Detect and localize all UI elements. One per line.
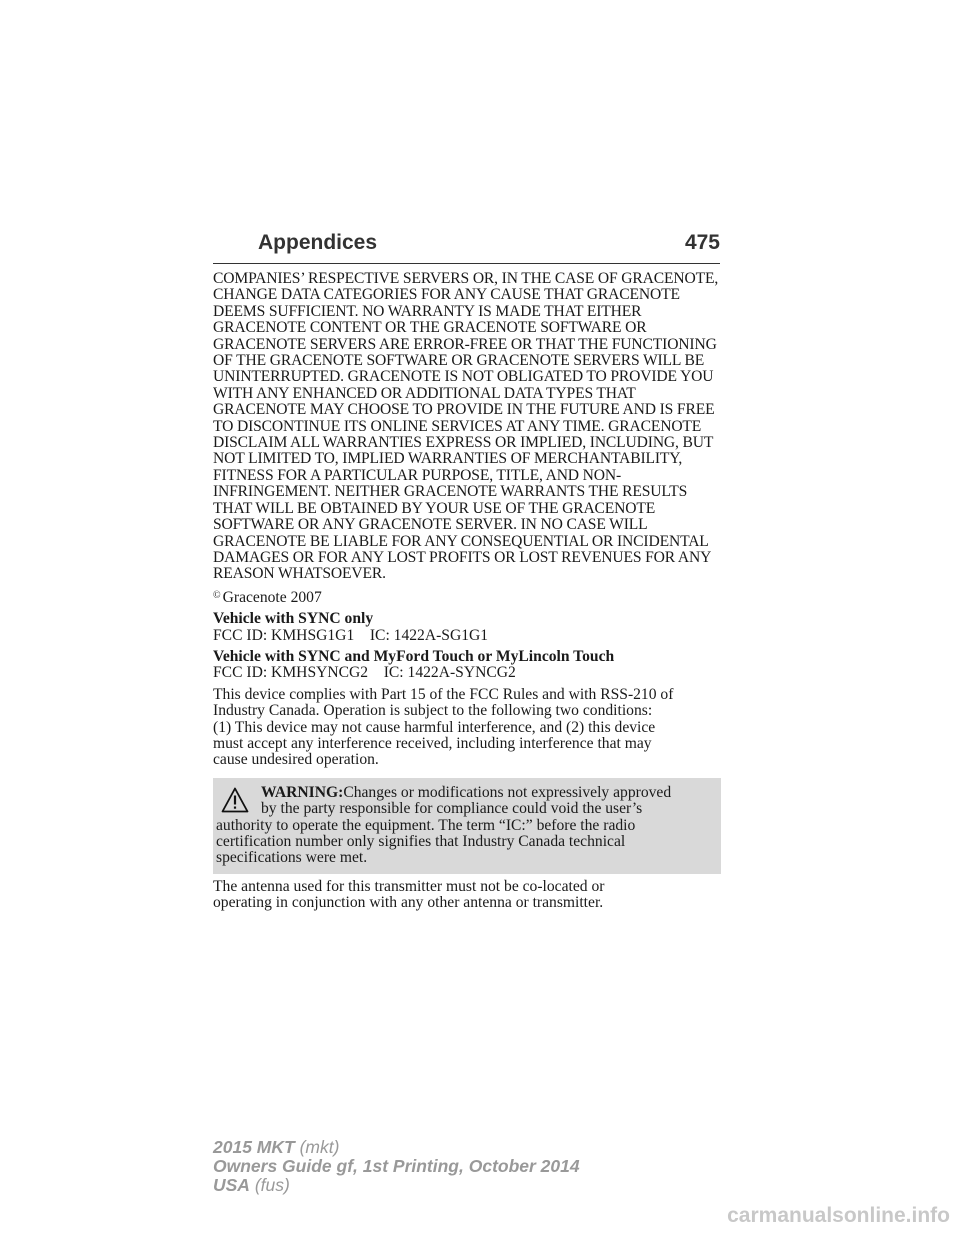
- compliance-line: (1) This device may not cause harmful interference, and (2) this device: [213, 718, 656, 736]
- warning-line: [216, 785, 716, 801]
- sync-touch-ids: [213, 665, 721, 681]
- compliance-line: must accept any interference received, including interference that may: [213, 734, 652, 752]
- footer-guide: Owners Guide gf, 1st Printing, October 2014: [213, 1156, 580, 1176]
- compliance-paragraph: [213, 687, 721, 769]
- compliance-line: Industry Canada. Operation is subject to the following two conditions:: [213, 702, 653, 720]
- sync-only-fcc-id: FCC ID: KMHSG1G1: [213, 626, 355, 644]
- sync-touch-fcc-id: FCC ID: KMHSYNCG2: [213, 664, 369, 682]
- footer-model-line: [213, 1138, 580, 1157]
- sync-only-heading: Vehicle with SYNC only: [213, 610, 374, 628]
- warning-line: authority to operate the equipment. The term “IC:” before the radio: [216, 816, 636, 834]
- sync-touch-heading: Vehicle with SYNC and MyFord Touch or MyLincoln Touch: [213, 647, 615, 665]
- footer-model-code: (mkt): [299, 1137, 340, 1157]
- legal-disclaimer-paragraph: COMPANIES’ RESPECTIVE SERVERS OR, IN THE CASE OF GRACENOTE, CHANGE DATA CATEGORIES FOR ANY CAUSE THAT GRACENOTE DEEMS SUFFICIENT. NO WARRANTY IS MADE THAT EITHER GRACENOTE CONTENT OR THE GRACENOTE SOFTWARE OR GRACENOTE SERVERS ARE ERROR-FREE OR THAT THE FUNCTIONING OF THE GRACENOTE SOFTWARE OR GRACENOTE SERVERS WILL BE UNINTERRUPTED. GRACENOTE IS NOT OBLIGATED TO PROVIDE YOU WITH ANY ENHANCED OR ADDITIONAL DATA TYPES THAT GRACENOTE MAY CHOOSE TO PROVIDE IN THE FUTURE AND IS FREE TO DISCONTINUE ITS ONLINE SERVICES AT ANY TIME. GRACENOTE DISCLAIM ALL WARRANTIES EXPRESS OR IMPLIED, INCLUDING, BUT NOT LIMITED TO, IMPLIED WARRANTIES OF MERCHANTABILITY, FITNESS FOR A PARTICULAR PURPOSE, TITLE, AND NON-INFRINGEMENT. NEITHER GRACENOTE WARRANTS THE RESULTS THAT WILL BE OBTAINED BY YOUR USE OF THE GRACENOTE SOFTWARE OR ANY GRACENOTE SERVER. IN NO CASE WILL GRACENOTE BE LIABLE FOR ANY CONSEQUENTIAL OR INCIDENTAL DAMAGES OR FOR ANY LOST PROFITS OR LOST REVENUES FOR ANY REASON WHATSOEVER.: [213, 270, 719, 583]
- footer-guide-line: [213, 1157, 580, 1176]
- sync-only-ids: [213, 628, 721, 644]
- warning-triangle-icon: [221, 787, 249, 813]
- page-footer: [213, 1138, 580, 1195]
- antenna-line: The antenna used for this transmitter must not be co-located or: [213, 877, 605, 895]
- warning-line: specifications were met.: [216, 849, 368, 867]
- page-content: [213, 271, 721, 912]
- footer-region-code: (fus): [254, 1175, 290, 1195]
- warning-line: by the party responsible for compliance could void the user’s: [261, 800, 643, 818]
- warning-box: [213, 778, 721, 874]
- section-title: Appendices: [258, 231, 378, 254]
- warning-line: certification number only signifies that Industry Canada technical: [216, 833, 626, 850]
- watermark[interactable]: carmanualsonline.info: [727, 1204, 950, 1227]
- warning-label: WARNING:: [261, 783, 344, 801]
- copyright-symbol: ©: [213, 589, 221, 601]
- footer-model: 2015 MKT: [213, 1137, 295, 1157]
- antenna-line: operating in conjunction with any other antenna or transmitter.: [213, 894, 604, 912]
- sync-touch-ic: IC: 1422A-SYNCG2: [383, 664, 516, 682]
- copyright-text: Gracenote 2007: [222, 588, 322, 606]
- antenna-paragraph: [213, 879, 721, 912]
- footer-region: USA: [213, 1175, 250, 1195]
- footer-region-line: [213, 1176, 580, 1195]
- copyright-line: [213, 588, 721, 606]
- sync-only-ic: IC: 1422A-SG1G1: [369, 626, 489, 644]
- compliance-line: This device complies with Part 15 of the FCC Rules and with RSS-210 of: [213, 685, 674, 703]
- page-header: [213, 229, 720, 264]
- compliance-line: cause undesired operation.: [213, 751, 379, 769]
- page-number: 475: [684, 231, 720, 254]
- warning-text: Changes or modifications not expressively approved: [343, 783, 672, 801]
